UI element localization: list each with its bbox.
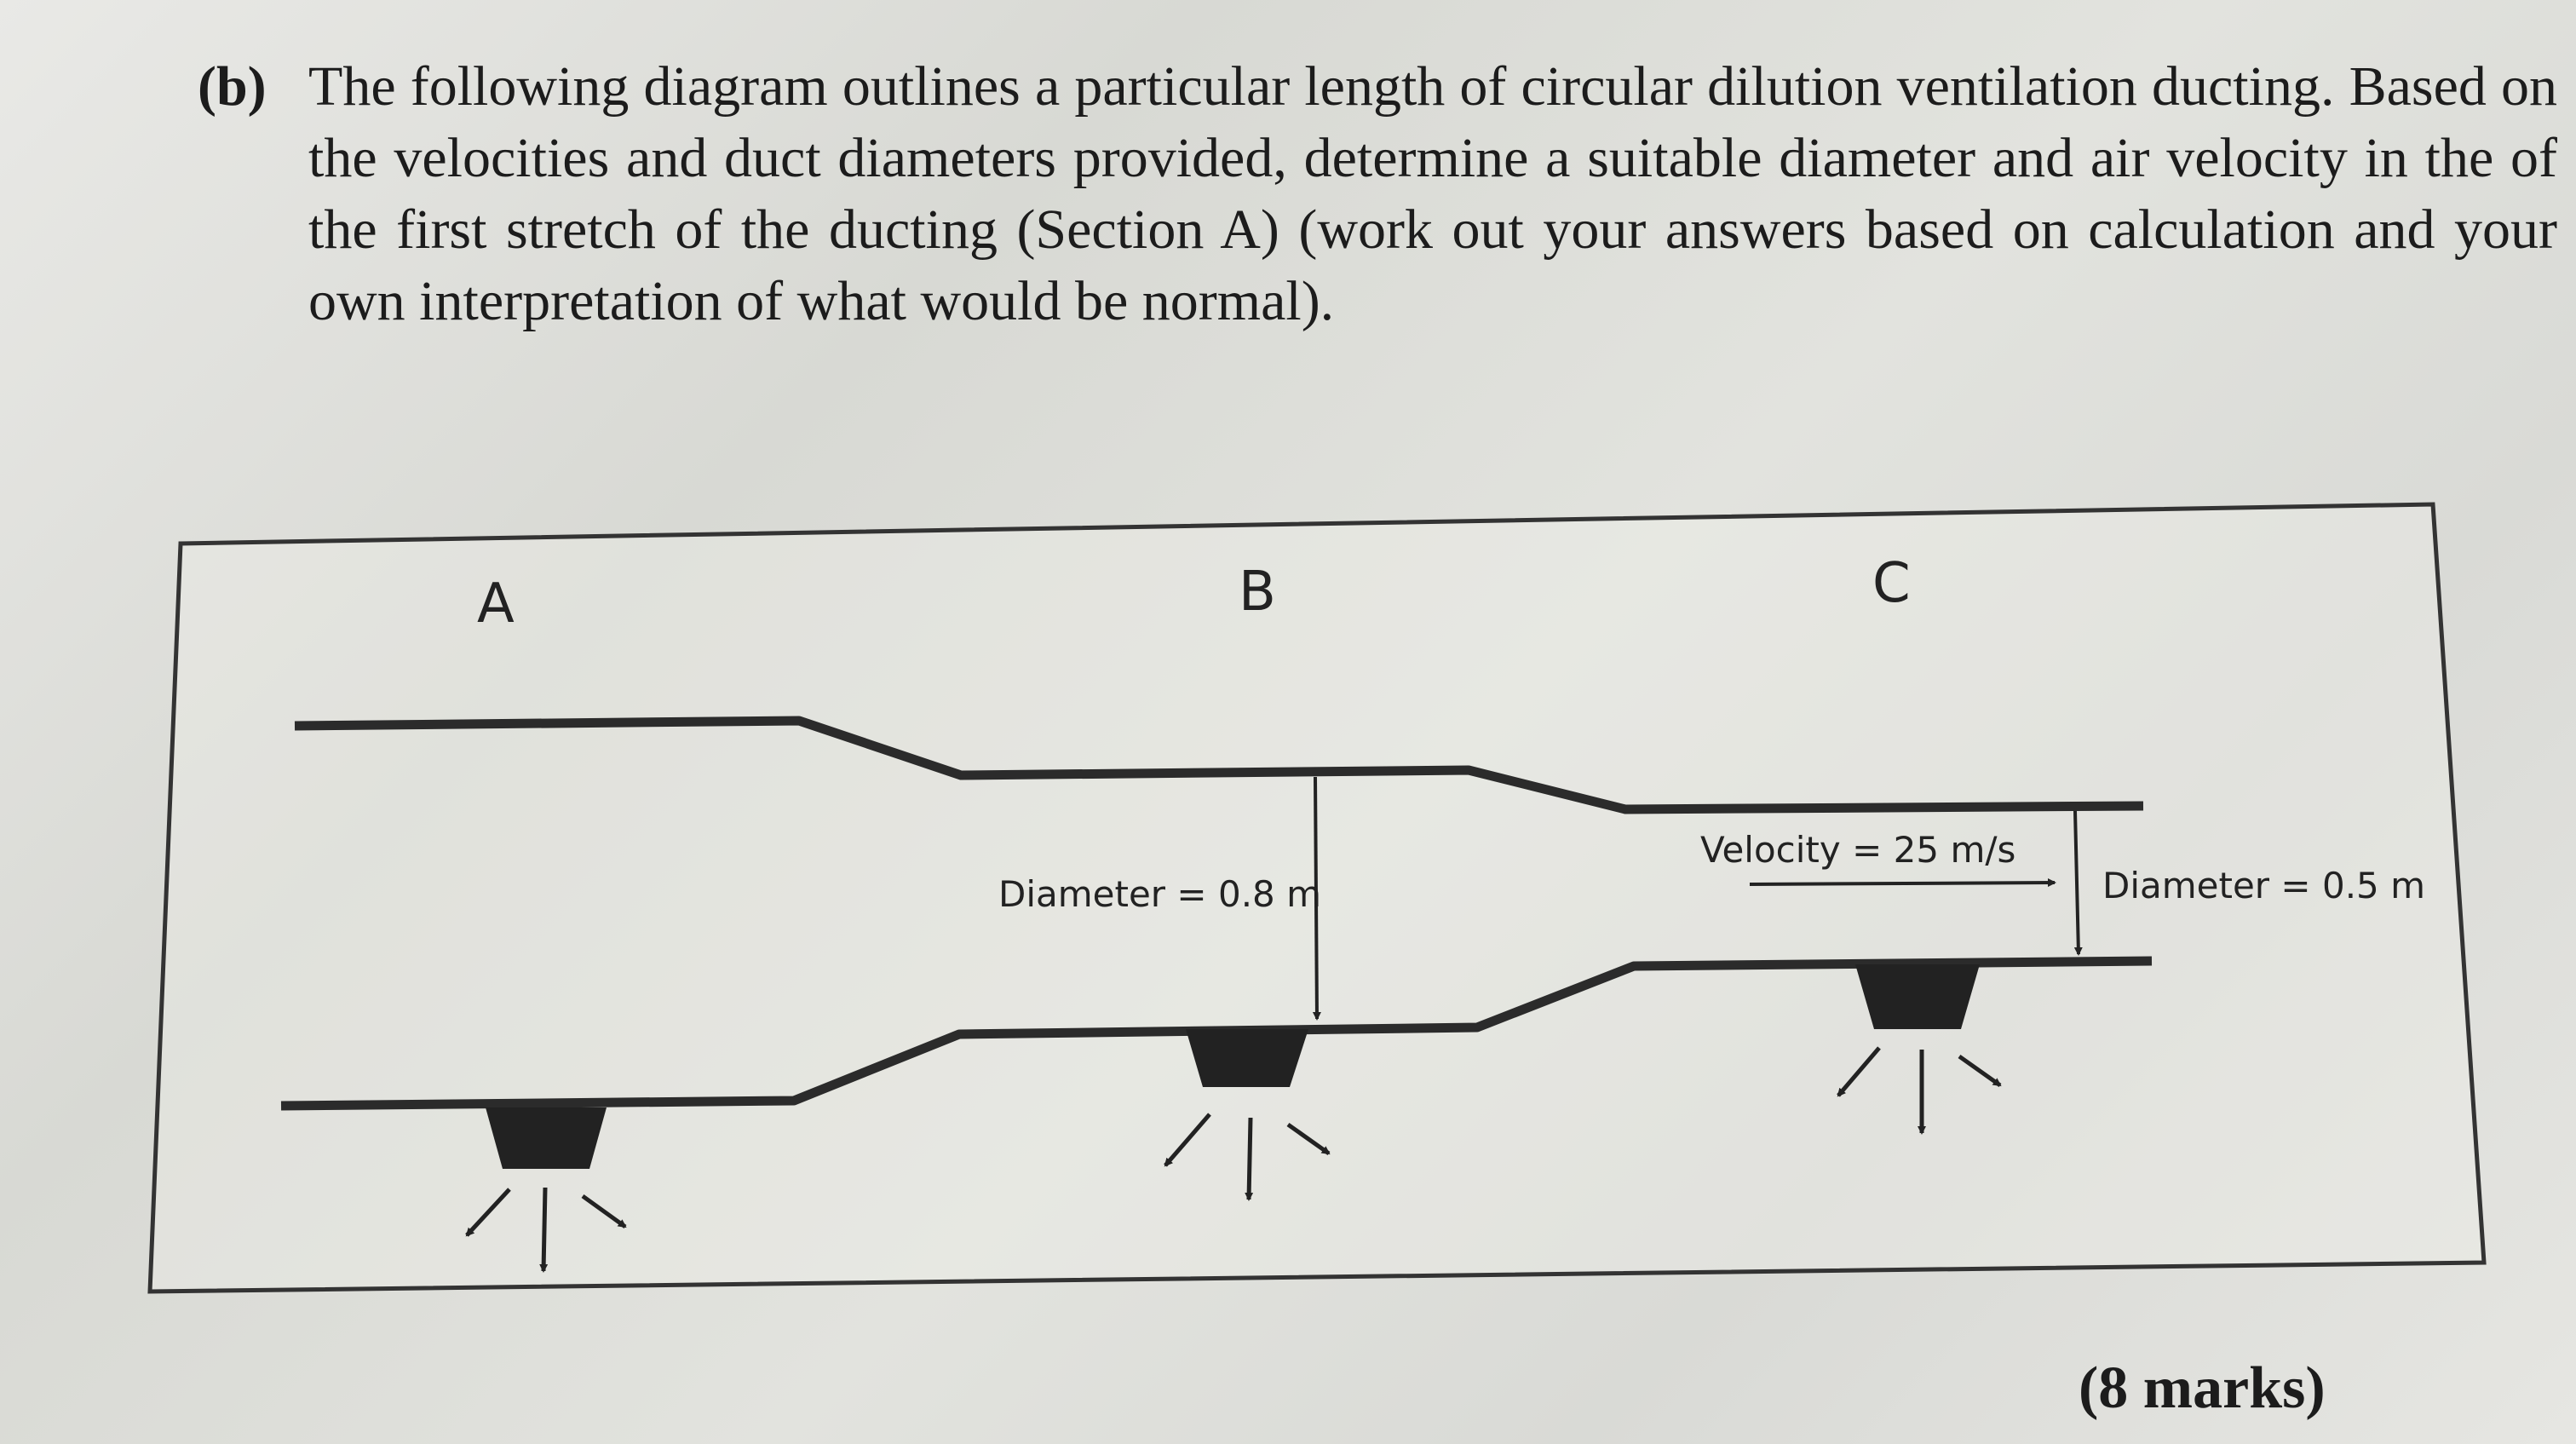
- question-label: (b): [198, 55, 267, 118]
- marks-label: (8 marks): [2079, 1355, 2326, 1421]
- diameter-c-label: Diameter = 0.5 m: [2102, 865, 2426, 906]
- section-a-label: A: [477, 572, 515, 636]
- outlet-b: [1186, 1029, 1308, 1087]
- velocity-c-arrow: [1750, 883, 2055, 884]
- velocity-c-label: Velocity = 25 m/s: [1700, 829, 2016, 871]
- outlet-a: [486, 1107, 607, 1169]
- question-text: The following diagram outlines a particular length of circular dilution ventilation ducting. Based on the velocities and duct diameters provided, determine a suitable diameter and air velocity in the of the first stretch of the ducting (Section A) (work out your answers based on calculation and your own interpretation of what would be normal).: [308, 55, 2557, 332]
- section-c-label: C: [1872, 552, 1911, 615]
- section-b-label: B: [1239, 561, 1276, 624]
- outlet-c: [1855, 964, 1980, 1029]
- diameter-b-label: Diameter = 0.8 m: [998, 873, 1322, 915]
